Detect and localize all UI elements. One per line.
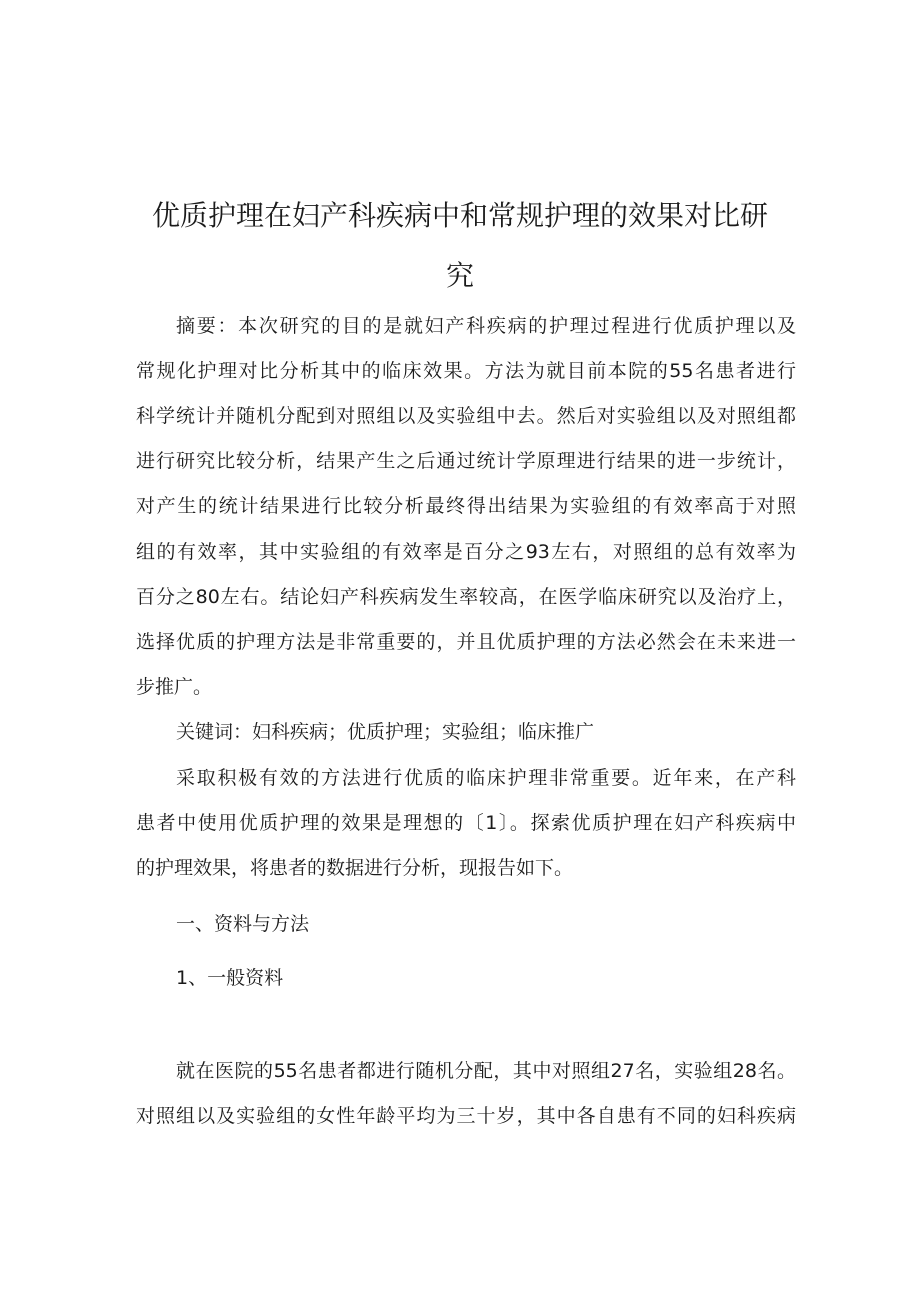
abstract-line: 进行研究比较分析，结果产生之后通过统计学原理进行结果的进一步统计，: [136, 450, 796, 472]
body-line: 对照组以及实验组的女性年龄平均为三十岁，其中各自患有不同的妇科疾病: [136, 1105, 796, 1127]
abstract-line: 常规化护理对比分析其中的临床效果。方法为就目前本院的55名患者进行: [136, 360, 796, 382]
title-line-2: 究: [445, 259, 474, 292]
intro-line: 患者中使用优质护理的效果是理想的〔1〕。探索优质护理在妇产科疾病中: [136, 812, 796, 834]
subsection-heading: 1、一般资料: [176, 967, 284, 989]
keywords: 关键词：妇科疾病；优质护理；实验组；临床推广: [176, 721, 595, 743]
intro-line: 的护理效果，将患者的数据进行分析，现报告如下。: [136, 857, 574, 879]
abstract-line: 科学统计并随机分配到对照组以及实验组中去。然后对实验组以及对照组都: [136, 405, 796, 427]
abstract-line: 对产生的统计结果进行比较分析最终得出结果为实验组的有效率高于对照: [136, 495, 796, 517]
document-title: [120, 186, 800, 306]
abstract-line: 百分之80左右。结论妇产科疾病发生率较高，在医学临床研究以及治疗上，: [136, 586, 796, 608]
title-line-1: 优质护理在妇产科疾病中和常规护理的效果对比研: [151, 199, 768, 232]
abstract-line: 选择优质的护理方法是非常重要的，并且优质护理的方法必然会在未来进一: [136, 631, 796, 653]
abstract-line: 组的有效率，其中实验组的有效率是百分之93左右，对照组的总有效率为: [136, 541, 796, 563]
abstract-line: 摘要：本次研究的目的是就妇产科疾病的护理过程进行优质护理以及: [176, 315, 796, 337]
section-heading: 一、资料与方法: [176, 913, 310, 935]
body-line: 就在医院的55名患者都进行随机分配，其中对照组27名，实验组28名。: [176, 1060, 796, 1082]
abstract-line: 步推广。: [136, 676, 213, 698]
intro-line: 采取积极有效的方法进行优质的临床护理非常重要。近年来，在产科: [176, 767, 796, 789]
